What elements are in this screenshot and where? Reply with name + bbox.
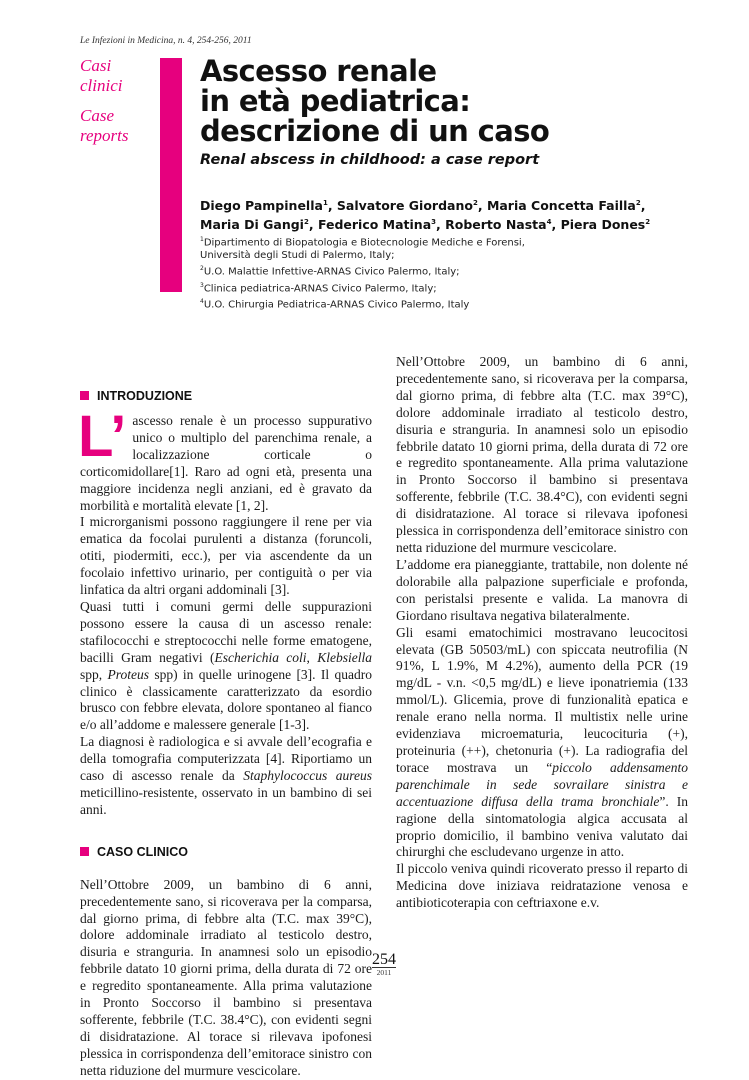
paragraph: ascesso renale è un processo suppurativo unico o multiplo del parenchima renale, a localizzazione corticale o corticomidollare[1]. Raro ad ogni età, presenta una maggiore incidenza negli anziani, ed è gravato da morbilità e mortalità elevate [1, 2]. xyxy=(80,413,372,513)
affiliation-text: U.O. Chirurgia Pediatrica-ARNAS Civico Palermo, Italy xyxy=(203,299,470,311)
paragraph: I microrganismi possono raggiungere il rene per via ematica da focolai purulenti a distanza (foruncoli, otiti, piodermiti, ecc.), per via ascendente da un focolaio infettivo urinario, per contiguità o per via linfatica da altri organi addominali [3]. xyxy=(80,514,372,598)
left-column xyxy=(78,388,372,1078)
running-head: Le Infezioni in Medicina, n. 4, 254-256, 2011 xyxy=(80,36,252,46)
paragraph-start: Nell’Ottobre 2009, un bambino di 6 anni, precedentemente sano, si ricoverava per la comparsa, dal giorno prima, di febbre alta (T.C. max 39°C), dolore addominale irradiato al testicolo destro, disuria e stranguria. In anamnesi solo un episodio febbrile datato 10 giorni prima, della durata di 72 ore e regredito spontaneamente. Alla prima valutazione in Pronto Soccorso il bambino si presentava sofferente, febbrile (T.C. 38.4°C), con evidenti segni di disidratazione. Al torace si rilevava ipofonesi plessica in corrispondenza dell’emitorace sinistro con netta riduzione del murmure vescicolare. xyxy=(80,876,372,1078)
article-type-en-2: reports xyxy=(80,126,129,145)
affiliation-text: Università degli Studi di Palermo, Italy; xyxy=(200,250,395,262)
article-type-en-1: Case xyxy=(80,106,114,125)
affiliation-number: 2 xyxy=(200,265,204,273)
author-affil-mark: 2 xyxy=(635,199,641,207)
heading-bullet xyxy=(80,391,89,400)
affiliation-cont xyxy=(200,249,720,262)
affiliation-text: Clinica pediatrica-ARNAS Civico Palermo, Italy; xyxy=(203,282,437,294)
author-affil-mark: 2 xyxy=(303,218,309,227)
affiliation xyxy=(200,279,720,295)
affiliation xyxy=(200,262,720,278)
author: Maria Concetta Failla xyxy=(486,198,636,214)
page-year: 2011 xyxy=(376,968,392,977)
author-affil-mark: 2 xyxy=(645,218,651,227)
paragraph: Il piccolo veniva quindi ricoverato presso il reparto di Medicina dove iniziava reidratazione venosa e antibioticoterapia con ceftriaxone e.v. xyxy=(396,861,688,911)
article-type-label xyxy=(80,56,150,146)
page-number: 254 xyxy=(372,951,396,968)
author-affil-mark: 1 xyxy=(322,199,328,207)
affiliation-text: U.O. Malattie Infettive-ARNAS Civico Palermo, Italy; xyxy=(203,266,460,278)
author-affil-mark: 3 xyxy=(431,218,437,227)
affiliation-number: 4 xyxy=(200,297,204,305)
paragraph: L’addome era pianeggiante, trattabile, non dolente né dolorabile alla palpazione superficiale e profonda, con peristalsi presente e valida. La manovra di Giordano risultava negativa bilateralmente. xyxy=(396,557,688,623)
title-line-1: Ascesso renale xyxy=(200,54,437,88)
author: Federico Matina xyxy=(317,217,432,233)
title-line-3: descrizione di un caso xyxy=(200,114,550,148)
affiliation-number: 1 xyxy=(200,236,204,243)
paragraph: Gli esami ematochimici mostravano leucocitosi elevata (GB 50503/mL) con spiccata neutrofilia (N 91%, L 1.9%, M 4.2%), aumento della PCR (19 mg/dL - v.n. <0,5 mg/dL) e lieve iponatriemia (133 mmol/L). Glicemia, prove di funzionalità epatica e renale erano nella norma. Il multistix nelle urine evidenziava microematuria, leucocituria (+), proteinuria (++), chetonuria (+). La radiografia del torace mostrava un “piccolo addensamento parenchimale in sede sovrailare sinistra e accentuazione diffusa della trama bronchiale”. In ragione della sintomatologia algica accusata al proprio domicilio, il bambino veniva valutato dai chirurghi che escludevano urgenze in atto. xyxy=(396,624,688,860)
affiliation-text: Dipartimento di Biopatologia e Biotecnologie Mediche e Forensi, xyxy=(203,237,525,249)
author: Maria Di Gangi xyxy=(200,217,304,233)
title-line-2: in età pediatrica: xyxy=(200,84,471,118)
article-title xyxy=(200,56,720,146)
affiliation xyxy=(200,233,720,249)
author: Piera Dones xyxy=(560,217,646,233)
affiliation xyxy=(200,295,720,311)
right-column xyxy=(396,354,688,912)
paragraph: Quasi tutti i comuni germi delle suppurazioni possono essere la causa di un ascesso renale: stafilococchi e streptococchi nelle forme ematogene, bacilli Gram negativi (Escherichia coli, Klebsiella spp, Proteus spp) in quelle urinogene [3]. Il quadro clinico è classicamente caratterizzato da esordio brusco con febbre elevata, dolore spontaneo al fianco e/o all’addome e malessere generale [1-3]. xyxy=(80,598,372,733)
author: Diego Pampinella xyxy=(200,198,323,214)
affiliation-number: 3 xyxy=(200,281,204,289)
heading-bullet xyxy=(80,847,89,856)
article-subtitle: Renal abscess in childhood: a case report xyxy=(200,152,540,168)
intro-body xyxy=(78,404,372,819)
author-affil-mark: 4 xyxy=(546,218,552,227)
paragraph: La diagnosi è radiologica e si avvale dell’ecografia e della tomografia computerizzata [4]. Riportiamo un caso di ascesso renale da Staphylococcus aureus meticillino-resistente, osservato in un bambino di sei anni. xyxy=(80,734,372,817)
section-heading-text: CASO CLINICO xyxy=(97,844,188,859)
section-heading-case xyxy=(80,844,372,861)
article-type-it-2: clinici xyxy=(80,76,123,95)
section-heading-text: INTRODUZIONE xyxy=(97,389,193,403)
affiliation-list xyxy=(200,233,720,311)
author-list: Diego Pampinella$^1$, Salvatore Giordano$^2$, Maria Concetta Failla$^2$, Maria Di Gangi$^2$, Federico Matina$^3$, Roberto Nasta$^4$, Piera Dones$^2$ xyxy=(200,198,651,233)
section-heading-intro xyxy=(80,388,372,405)
drop-cap: L’ xyxy=(78,404,127,469)
author: Roberto Nasta xyxy=(445,217,547,233)
article-type-it-1: Casi xyxy=(80,56,112,75)
author: Salvatore Giordano xyxy=(336,198,473,214)
accent-bar xyxy=(160,58,182,292)
author-affil-mark: 2 xyxy=(472,199,478,207)
paragraph-continued: Nell’Ottobre 2009, un bambino di 6 anni, precedentemente sano, si ricoverava per la comparsa, dal giorno prima, di febbre alta (T.C. max 39°C), dolore addominale irradiato al testicolo destro, disuria e stranguria. In anamnesi solo un episodio febbrile datato 10 giorni prima, della durata di 72 ore e regredito spontaneamente. Alla prima valutazione in Pronto Soccorso il bambino si presentava sofferente, febbrile (T.C. 38.4°C), con evidenti segni di disidratazione. Al torace si rilevava ipofonesi plessica in corrispondenza dell’emitorace sinistro con netta riduzione del murmure vescicolare. xyxy=(396,354,688,555)
